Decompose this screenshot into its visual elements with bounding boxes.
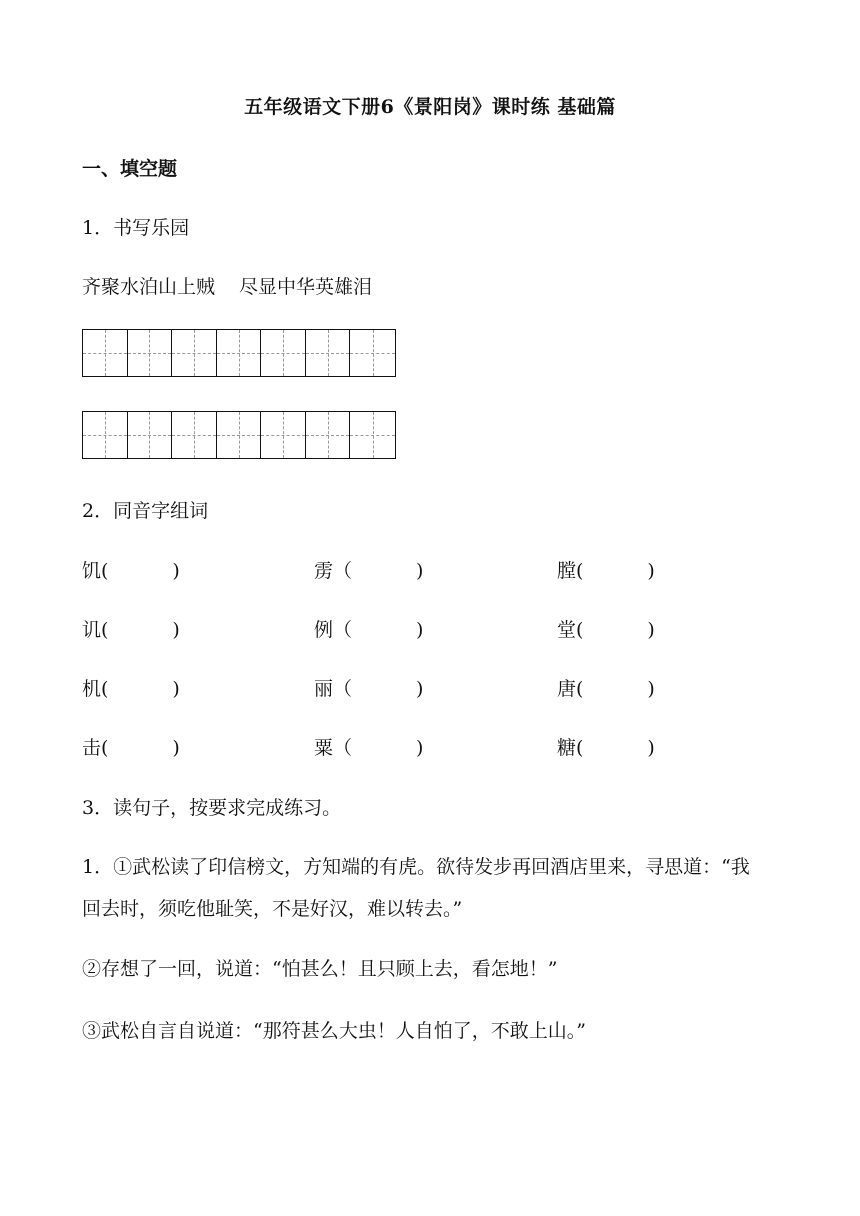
word-blank[interactable]: 堂( ) [557, 619, 655, 641]
word-blank[interactable]: 饥( ) [82, 560, 180, 582]
writing-cell[interactable] [306, 330, 351, 376]
phrase-1: 齐聚水泊山上贼 [82, 276, 216, 298]
word-blank[interactable]: 膛( ) [557, 560, 655, 582]
writing-cell[interactable] [172, 330, 217, 376]
question-2-label: 2．同音字组词 [82, 500, 209, 522]
word-blank[interactable]: 讥( ) [82, 619, 180, 641]
word-blank[interactable]: 糖( ) [557, 737, 655, 759]
section-heading: 一、填空题 [82, 158, 178, 180]
phrase-2: 尽显中华英雄泪 [239, 276, 373, 298]
writing-cell[interactable] [217, 412, 262, 458]
page-title: 五年级语文下册6《景阳岗》课时练 基础篇 [244, 96, 616, 118]
passage-line-3: ②存想了一回，说道：“怕甚么！且只顾上去，看怎地！” [82, 958, 558, 980]
writing-cell[interactable] [217, 330, 262, 376]
passage-line-1: 1．①武松读了印信榜文，方知端的有虎。欲待发步再回酒店里来，寻思道：“我 [82, 856, 750, 878]
question-3-label: 3．读句子，按要求完成练习。 [82, 797, 342, 819]
word-blank[interactable]: 雳（ ) [314, 560, 424, 582]
word-blank[interactable]: 例（ ) [314, 619, 424, 641]
writing-cell[interactable] [261, 412, 306, 458]
writing-cell[interactable] [83, 330, 128, 376]
question-1-phrases [82, 272, 372, 299]
writing-cell[interactable] [83, 412, 128, 458]
writing-cell[interactable] [350, 412, 395, 458]
passage-line-4: ③武松自言自说道：“那符甚么大虫！人自怕了，不敢上山。” [82, 1020, 586, 1042]
word-blank[interactable]: 机( ) [82, 678, 180, 700]
writing-grid-row-2[interactable] [82, 411, 396, 459]
word-blank[interactable]: 丽（ ) [314, 678, 424, 700]
writing-cell[interactable] [172, 412, 217, 458]
word-blank[interactable]: 唐( ) [557, 678, 655, 700]
writing-cell[interactable] [306, 412, 351, 458]
writing-grid-row-1[interactable] [82, 329, 396, 377]
word-blank[interactable]: 粟（ ) [314, 737, 424, 759]
passage-line-2: 回去时，须吃他耻笑，不是好汉，难以转去。” [82, 898, 463, 920]
writing-cell[interactable] [350, 330, 395, 376]
writing-cell[interactable] [128, 412, 173, 458]
writing-cell[interactable] [128, 330, 173, 376]
writing-cell[interactable] [261, 330, 306, 376]
word-blank[interactable]: 击( ) [82, 737, 180, 759]
question-1-label: 1．书写乐园 [82, 217, 190, 239]
